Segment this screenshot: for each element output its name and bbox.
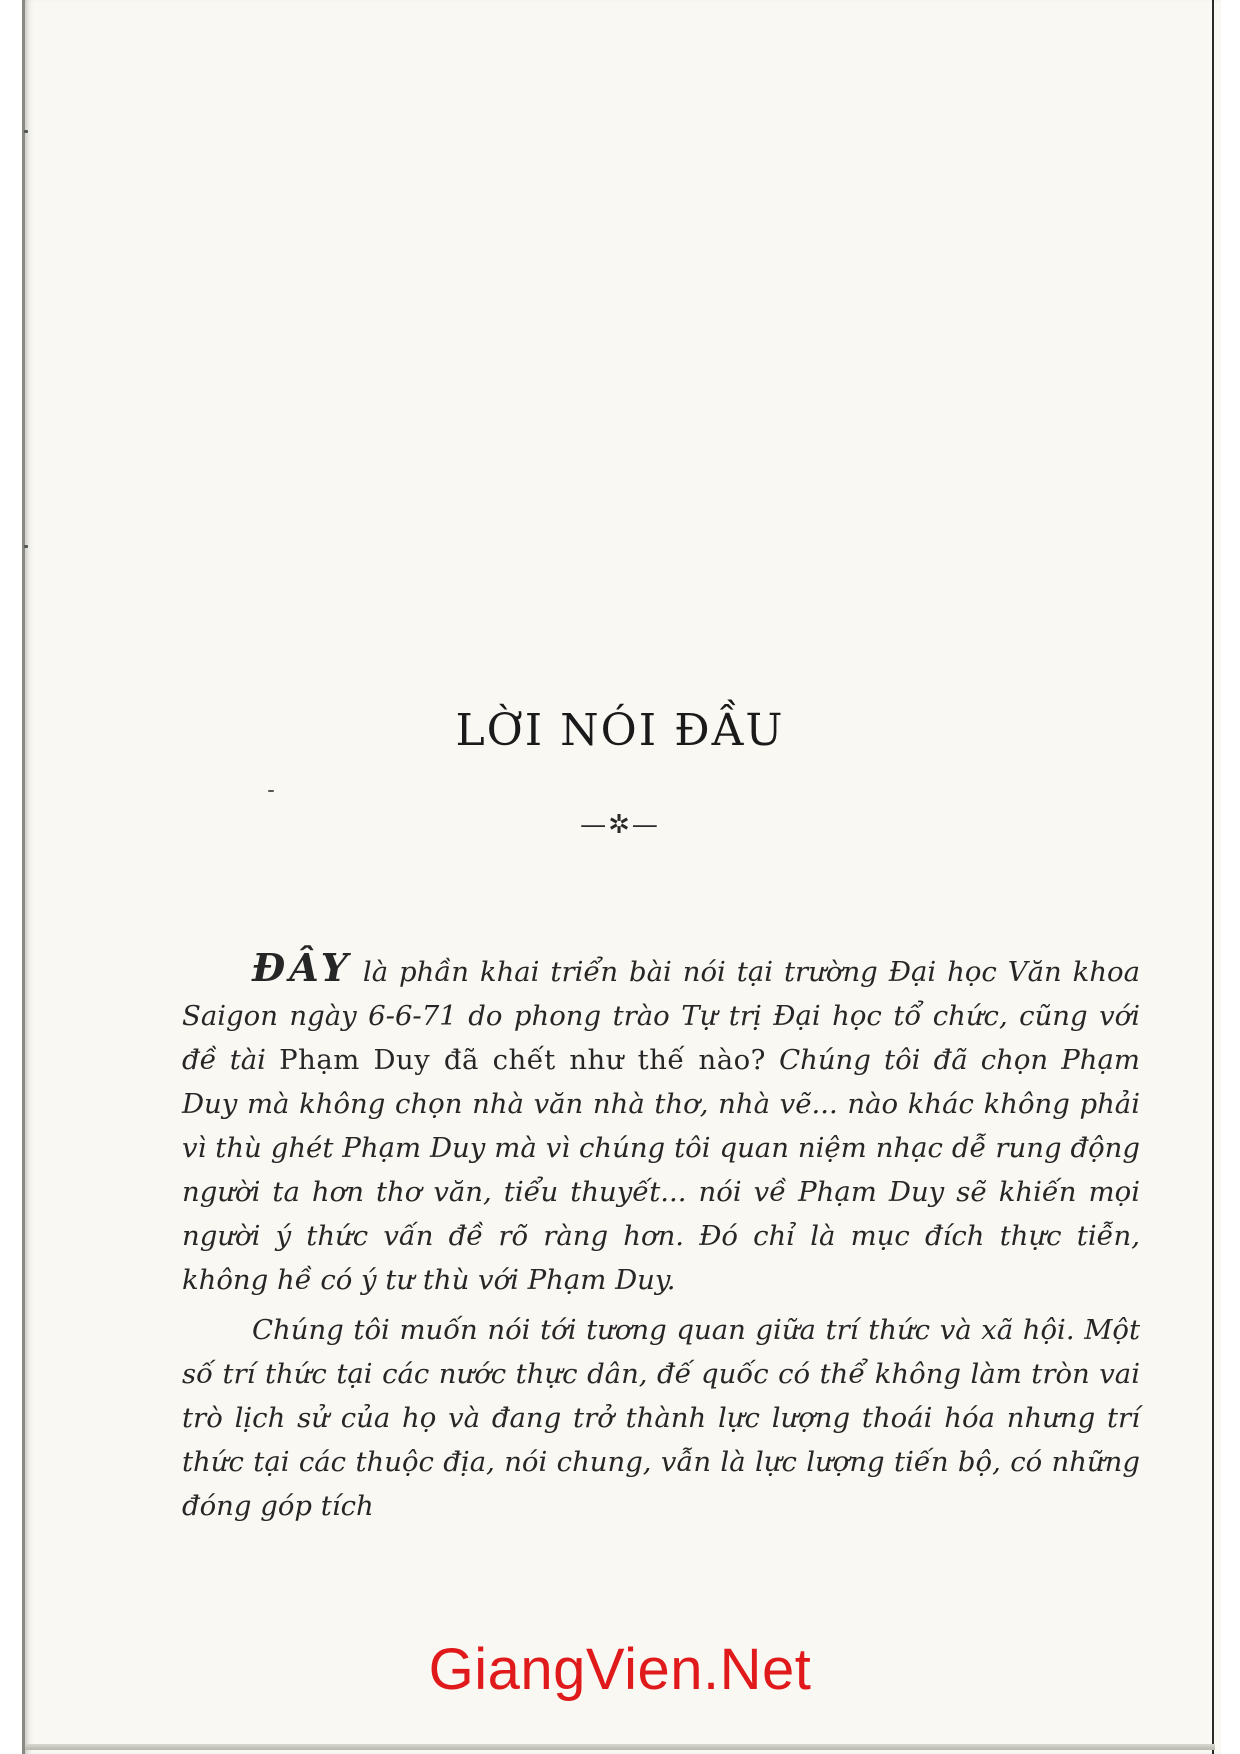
- page-edge-bottom: [25, 1744, 1215, 1750]
- ornament-divider: —✲—: [580, 810, 660, 840]
- scan-speck: [24, 130, 28, 133]
- paragraph: Chúng tôi muốn nói tới tương quan giữa trí thức và xã hội. Một số trí thức tại các nước thực dân, đế quốc có thể không làm tròn vai trò lịch sử của họ và đang trở thành lực lượng thoái hóa nhưng trí thức tại các thuộc địa, nói chung, vẫn là lực lượng tiến bộ, có những đóng góp tích: [182, 1314, 1140, 1522]
- paragraph-text: Chúng tôi đã chọn Phạm Duy mà không chọn nhà văn nhà thơ, nhà vẽ... nào khác không phải vì thù ghét Phạm Duy mà vì chúng tôi quan niệm nhạc dễ rung động người ta hơn thơ văn, tiểu thuyết... nói về Phạm Duy sẽ khiến mọi người ý thức vấn đề rõ ràng hơn. Đó chỉ là mục đích thực tiễn, không hề có ý tư thù với Phạm Duy.: [182, 1044, 1140, 1296]
- paragraph-text: là phần khai triển bài nói tại trường Đại học Văn khoa Saigon ngày 6-6-71 do phong trào Tự trị Đại học tổ chức, cũng với đề tài: [182, 956, 1140, 1076]
- paragraph-emphasis: Phạm Duy đã chết như thế nào?: [279, 1044, 766, 1076]
- body-text: [182, 946, 1140, 1528]
- watermark-text: GiangVien.Net: [428, 1637, 812, 1702]
- dropcap: ĐÂY: [252, 945, 352, 990]
- page-title: LỜI NÓI ĐẦU: [455, 705, 785, 756]
- scan-speck: [24, 545, 28, 548]
- scan-speck: [268, 790, 274, 792]
- paragraph: [182, 946, 1140, 1302]
- page-edge-right: [1212, 0, 1214, 1754]
